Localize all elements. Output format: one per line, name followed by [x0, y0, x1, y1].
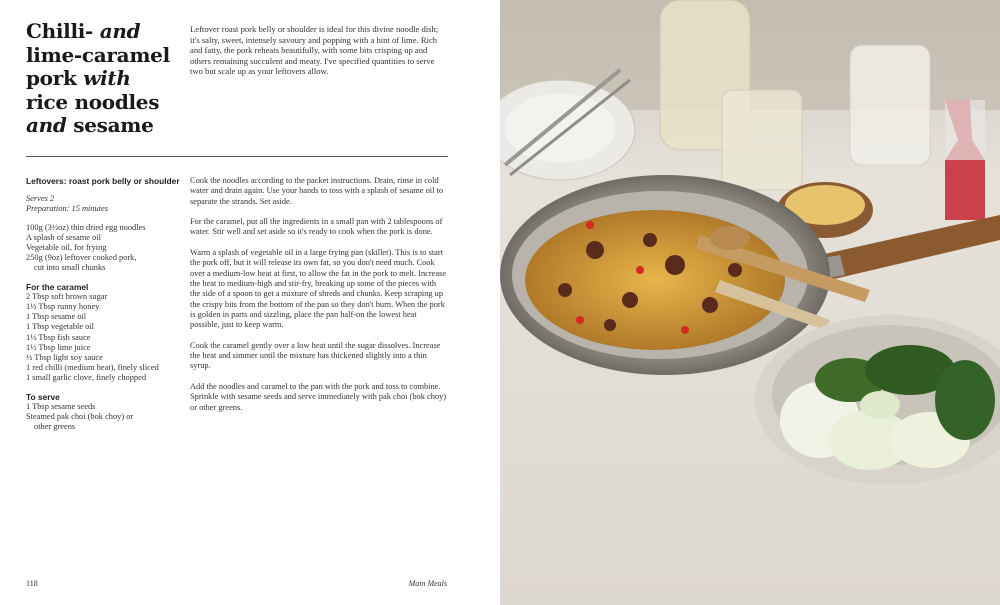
method-step: Cook the caramel gently over a low heat until the sugar dissolves. Increase the heat and simmer until the mixture has thickened slightly into a thin syrup. — [190, 340, 441, 371]
method-column — [190, 176, 448, 423]
caramel-heading: For the caramel — [26, 281, 89, 292]
caramel-ingredient: ½ Tbsp light soy sauce — [26, 353, 103, 363]
serve-item: 1 Tbsp sesame seeds — [26, 401, 96, 411]
caramel-ingredient: 2 Tbsp soft brown sugar — [26, 291, 108, 301]
method-step: For the caramel, put all the ingredients in a small pan with 2 tablespoons of water. Stir well and set aside so it's ready to cook when the pork is done. — [190, 217, 443, 237]
caramel-ingredient: 1½ Tbsp lime juice — [26, 342, 91, 352]
recipe-title: Chilli- and lime-caramel pork with rice noodles and sesame — [26, 19, 170, 137]
ingredient: Vegetable oil, for frying — [26, 243, 107, 253]
recipe-intro: Leftover roast pork belly or shoulder is ideal for this divine noodle dish; it's salty, sweet, intensely savoury and popping with a hint of lime. Rich and fatty, the pork reheats beautifully, with some bits crisping up and others remaining succulent and meaty. I've specified quantities to serve two but scale up as your leftovers allow. — [190, 24, 439, 77]
food-photo — [500, 0, 1000, 605]
caramel-ingredient: 1 small garlic clove, finely chopped — [26, 373, 147, 383]
ingredient: 250g (9oz) leftover cooked pork, — [26, 253, 137, 263]
caramel-ingredient: 1 red chilli (medium heat), finely sliced — [26, 363, 159, 373]
ingredient: 100g (3½oz) thin dried egg noodles — [26, 222, 146, 232]
section-name: Main Meals — [408, 579, 447, 588]
serves: Serves 2 — [26, 194, 55, 204]
method-step: Add the noodles and caramel to the pan with the pork and toss to combine. Sprinkle with sesame seeds and serve immediately with pak choi (bok choy) or other greens. — [190, 381, 447, 412]
serve-heading: To serve — [26, 391, 60, 402]
page-number: 118 — [26, 579, 38, 588]
ingredients-column — [26, 176, 181, 432]
method-step: Warm a splash of vegetable oil in a large frying pan (skillet). This is to start the pork off, but it will release its own fat, so you don't need much. Cook over a medium-low heat at first, to allow the fat in the pork to melt. Increase the heat to medium-high and stir-fry, breaking up some of the pieces with the side of a spoon to get a mixture of shreds and chunks. Keep scraping up the crispy bits from the bottom of the pan so they don't burn. When the pork is golden in parts and sizzling, place the pan half-on the lowest heat possible, just to keep warm. — [190, 248, 447, 330]
divider — [26, 156, 448, 157]
caramel-ingredient: 1 Tbsp vegetable oil — [26, 322, 94, 332]
serve-item: other greens — [34, 422, 76, 432]
caramel-ingredient: 1½ Tbsp runny honey — [26, 302, 100, 312]
prep-time: Preparation: 15 minutes — [26, 204, 109, 214]
ingredient: A splash of sesame oil — [26, 232, 101, 242]
serve-item: Steamed pak choi (bok choy) or — [26, 412, 134, 422]
ingredient: cut into small chunks — [34, 263, 106, 273]
caramel-ingredient: 1½ Tbsp fish sauce — [26, 332, 91, 342]
leftovers-heading: Leftovers: roast pork belly or shoulder — [26, 176, 180, 186]
method-step: Cook the noodles according to the packet instructions. Drain, rinse in cold water and drain again. Use your hands to toss with a splash of sesame oil to separate the strands. Set aside. — [190, 176, 444, 206]
caramel-ingredient: 1 Tbsp sesame oil — [26, 312, 87, 322]
